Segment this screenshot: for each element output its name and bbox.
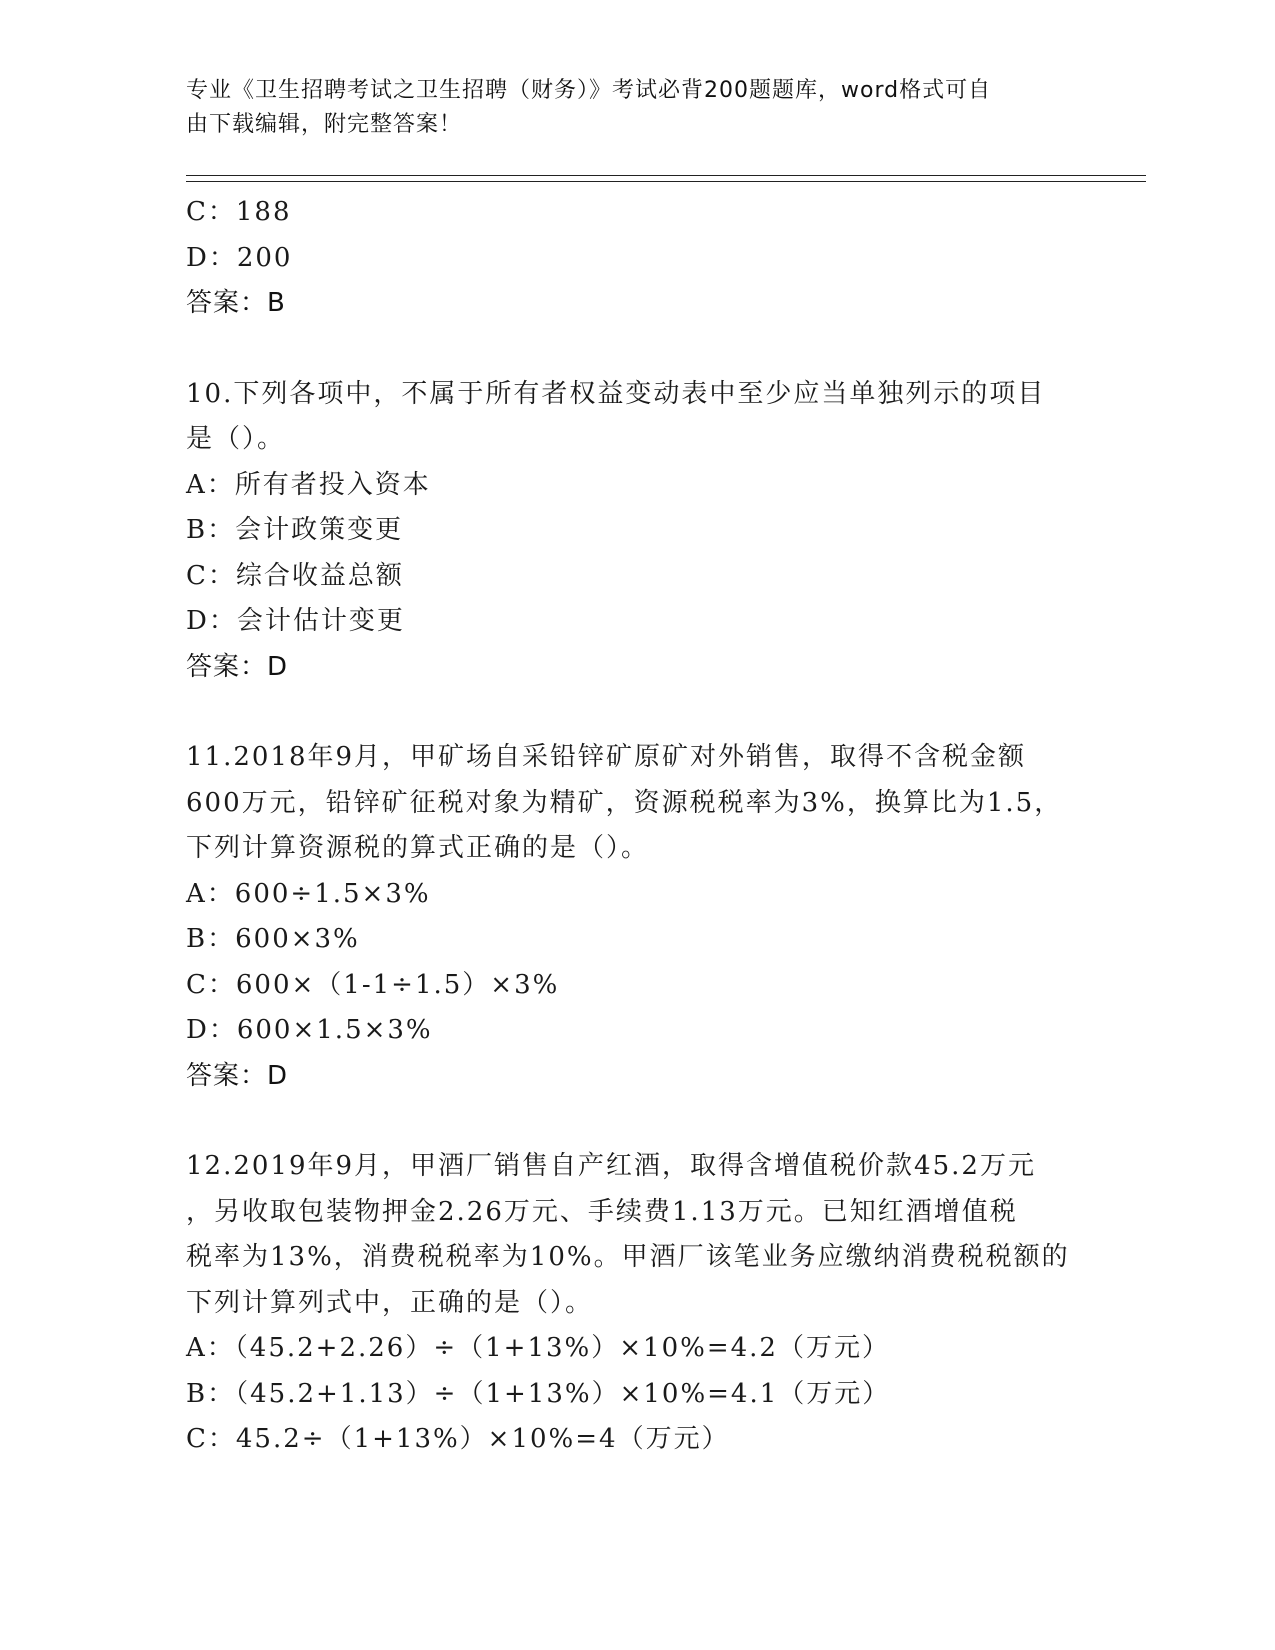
header-divider-bottom [186,181,1146,182]
spacer [186,327,1086,372]
question-stem-line: 10.下列各项中，不属于所有者权益变动表中至少应当单独列示的项目 [186,378,1046,409]
option-c: C：600×（1-1÷1.5）×3% [186,969,560,1000]
header-divider-top [186,175,1146,176]
option-a: A：所有者投入资本 [186,469,431,500]
question-stem-line: 是（）。 [186,424,286,454]
answer-line: 答案：D [186,651,289,682]
answer-line: 答案：D [186,1060,289,1091]
question-stem-line: ，另收取包装物押金2.26万元、手续费1.13万元。已知红酒增值税 [186,1196,1018,1227]
spacer [186,1099,1086,1144]
option-b: B：（45.2+1.13）÷（1+13%）×10%=4.1（万元） [186,1378,891,1409]
question-stem-line: 11.2018年9月，甲矿场自采铅锌矿原矿对外销售，取得不含税金额 [186,742,1027,772]
question-12 [186,1144,1086,1463]
answer-line: 答案：B [186,288,286,318]
question-list [186,190,1086,1463]
option-d: D：会计估计变更 [186,606,405,636]
header-line-2: 由下载编辑，附完整答案！ [186,112,463,137]
option-d: D：600×1.5×3% [186,1015,433,1045]
question-11 [186,735,1086,1099]
option-b: B：600×3% [186,924,360,954]
question-stem-line: 12.2019年9月，甲酒厂销售自产红酒，取得含增值税价款45.2万元 [186,1151,1036,1181]
header-line-1: 专业《卫生招聘考试之卫生招聘（财务）》考试必背200题题库，word格式可自 [186,78,992,103]
question-stem-line: 税率为13%，消费税税率为10%。甲酒厂该笔业务应缴纳消费税税额的 [186,1242,1070,1272]
option-a: A：（45.2+2.26）÷（1+13%）×10%=4.2（万元） [186,1333,890,1363]
option-c: C：45.2÷（1+13%）×10%=4（万元） [186,1424,730,1454]
question-9 [186,190,1086,327]
option-c: C：188 [186,197,292,227]
spacer [186,690,1086,735]
question-10 [186,372,1086,691]
question-stem-line: 下列计算资源税的算式正确的是（）。 [186,833,650,863]
option-d: D：200 [186,242,293,273]
document-header [186,74,1066,142]
question-stem-line: 600万元，铅锌矿征税对象为精矿，资源税税率为3%，换算比为1.5， [186,787,1063,818]
question-stem-line: 下列计算列式中，正确的是（）。 [186,1287,594,1318]
option-c: C：综合收益总额 [186,560,404,591]
option-b: B：会计政策变更 [186,515,404,545]
option-a: A：600÷1.5×3% [186,878,431,909]
